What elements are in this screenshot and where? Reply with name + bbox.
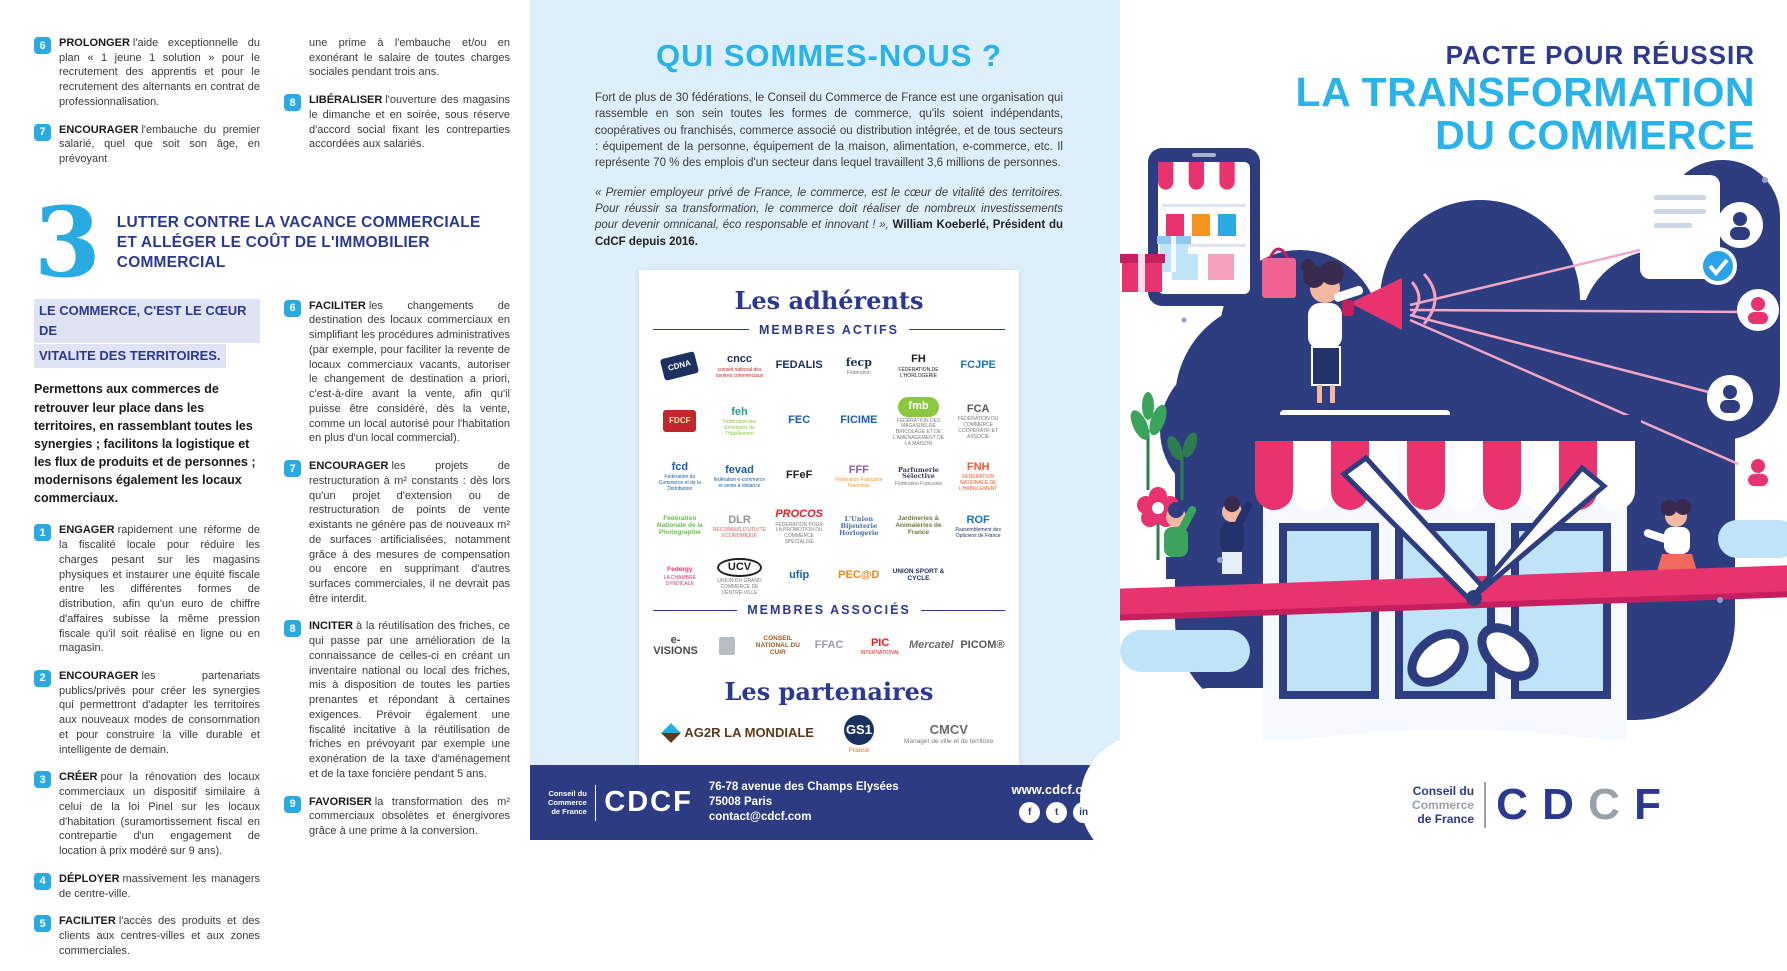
avatar-bubble — [1737, 289, 1779, 331]
cdcf-footer-logo — [548, 785, 693, 821]
membres-associes-divider — [653, 603, 1005, 617]
avatar-bubble — [1707, 375, 1753, 421]
membres-actifs-divider — [653, 323, 1005, 337]
section-title-line1: LUTTER CONTRE LA VACANCE COMMERCIALE — [116, 214, 481, 232]
cover-panel — [1120, 0, 1787, 840]
pact-item — [34, 669, 260, 757]
section-title — [117, 213, 510, 273]
member-logo — [653, 397, 707, 447]
active-members-logos — [653, 347, 1005, 597]
inside-left-panel — [0, 0, 530, 957]
pact-item-text: INCITER à la réutilisation des friches, ce qui passe par une amélioration de la connaissance de celles-ci en créant un inventaire national ou local des friches, mis à disposition de toutes les parties prenantes et répondant à certaines exigences. Prévoir également une fiscalité incitative à la réutilisation de friches en prévoyant par exemple une exonération de la taxe d'aménagement et de la taxe foncière pendant 5 ans. — [309, 620, 510, 780]
pact-item-text: CRÉER pour la rénovation des locaux commerciaux un dispositif similaire à celui de la loi Pinel sur les locaux d'habitation (suramortissement fiscal en contrepartie d'un engagement de location à prix modéré sur 9 ans). — [59, 771, 260, 858]
member-logo — [713, 347, 767, 387]
member-logo-label: PICOM® — [960, 639, 1005, 652]
top-items-col2 — [284, 36, 510, 180]
pact-item-text: FAVORISER la transformation des m² commerciaux obsolètes et énergivores grâce à une prime à la conversion. — [309, 795, 510, 837]
item-number-badge: 8 — [284, 620, 301, 637]
footer-right-block — [1011, 782, 1102, 823]
highlight-statement — [34, 299, 260, 369]
page-title: QUI SOMMES-NOUS ? — [656, 38, 1002, 73]
member-logo-label: FCA — [966, 402, 990, 415]
membres-associes-label: MEMBRES ASSOCIÉS — [747, 603, 911, 618]
cover-title-line3: DU COMMERCE — [1435, 112, 1755, 159]
member-logo-subtext: FÉDÉRATION DE L'HORLOGERIE — [898, 366, 939, 379]
top-items-col2-list — [284, 93, 510, 152]
pact-item — [34, 914, 260, 958]
address-line2: 75008 Paris — [708, 796, 773, 809]
member-logo-label: DLR — [728, 513, 751, 526]
pact-item — [284, 619, 510, 781]
member-logo-label: feh — [731, 405, 748, 418]
pact-item — [34, 770, 260, 858]
social-glyph: in — [1079, 807, 1089, 818]
mini-awning — [1158, 162, 1235, 190]
member-logo-subtext: RECONNUS D'UTILITÉ ÉCONOMIQUE — [712, 527, 767, 540]
top-items-col1 — [34, 36, 260, 180]
member-logo-label: Mercatel — [908, 639, 954, 652]
cover-title-line1: PACTE POUR RÉUSSIR — [1445, 40, 1755, 70]
partners-logos — [653, 714, 1005, 754]
member-logo — [951, 397, 1005, 447]
member-logo-label: FCJPE — [960, 359, 996, 372]
section-3-col-right — [284, 299, 510, 971]
president-quote — [595, 185, 1063, 250]
section-number: 3 — [34, 185, 101, 299]
pact-item-text: ENCOURAGER les partenariats publics/privés pour créer les synergies qui permettront d'adapter les territoires aux nouveaux modes de consommation et pour construire la ville durable et intelligente de demain. — [59, 669, 260, 756]
pact-item — [284, 459, 510, 606]
member-logo — [832, 457, 886, 497]
pact-item-text: PROLONGER l'aide exceptionnelle du plan « 1 jeune 1 solution » pour le recrutement des apprentis et pour le recrutement des alternants en contrat de professionnalisation. — [59, 37, 260, 108]
member-logo-subtext: conseil national des centres commerciaux — [715, 366, 764, 379]
highlight-line1: LE COMMERCE, C'EST LE CŒUR DE — [34, 299, 260, 343]
member-logo-subtext: LA CHAMBRE SYNDICALE — [663, 574, 696, 587]
member-logo — [653, 627, 698, 667]
pact-item-text: FACILITER les changements de destination des locaux commerciaux en simplifiant les procédures administratives (par exemple, pour faciliter la revente de locaux commerciaux vacants, autoriser le changement de destination a priori, c'est-à-dire avant la vente, afin qu'il puisse être considéré, dès la vente, comme un local autorisé pour l'habitation en plus d'un local commercial). — [309, 299, 510, 445]
twitter-icon[interactable] — [1046, 802, 1067, 823]
member-logo-label: L'Union Bijouterie Horlogerie — [839, 515, 879, 537]
member-logo — [951, 347, 1005, 387]
logo-letter: F — [1634, 780, 1662, 829]
contact-email[interactable]: contact@cdcf.com — [708, 810, 812, 823]
member-logo — [892, 557, 946, 597]
pact-item — [34, 123, 260, 167]
member-logo-label: Parfumerie Sélective — [898, 465, 939, 481]
member-logo-subtext: INTERNATIONAL — [860, 650, 900, 657]
item-number-badge: 9 — [284, 796, 301, 813]
member-logo-label: Jardineries & Animaleries de France — [895, 515, 942, 536]
pact-item — [284, 299, 510, 446]
member-logo — [909, 627, 954, 667]
cdcf-footer-logo-text: Conseil du Commerce de France — [548, 789, 587, 816]
member-logo — [713, 557, 767, 597]
item-number-badge: 4 — [34, 873, 51, 890]
member-logo-label: UNION SPORT & CYCLE — [892, 568, 945, 583]
item-7-continuation: une prime à l'embauche et/ou en exonérant le salaire de toutes charges sociales pendant trois ans. — [309, 37, 510, 79]
member-logo-label: FFeF — [786, 469, 813, 482]
pact-item-text: FACILITER l'accès des produits et des clients aux centres-villes et aux zones commerciales. — [59, 915, 260, 957]
member-logo — [904, 714, 994, 754]
member-logo — [772, 457, 826, 497]
member-logo-label: GS1 — [844, 715, 874, 745]
member-logo — [960, 627, 1005, 667]
item-number-badge: 7 — [34, 124, 51, 141]
member-logo-subtext: Fédération du Commerce et de la Distribution — [658, 474, 701, 492]
address-line1: 76-78 avenue des Champs Elysées — [708, 781, 899, 794]
storefront-sign — [1249, 415, 1641, 441]
cover-title-line2: LA TRANSFORMATION — [1295, 69, 1755, 115]
social-glyph: t — [1055, 807, 1059, 818]
item-number-badge: 5 — [34, 915, 51, 932]
member-logo-subtext: FÉDÉRATION DU COMMERCE COOPÉRATIF ET ASSOCIÉ — [957, 416, 999, 440]
member-logo — [755, 627, 800, 667]
pact-item-text: ENCOURAGER l'embauche du premier salarié, quel que soit son âge, en prévoyant — [59, 123, 260, 166]
member-logo — [832, 507, 886, 547]
about-paragraph: Fort de plus de 30 fédérations, le Conseil du Commerce de France est une organisation qui rassemble en son sein toutes les formes de commerce, qu'ils soient indépendants, coopératives ou franchisés, commerce associé ou distribution intégrée, et de tous secteurs : équipement de la personne, équipement de la maison, alimentation, e-commerce, etc. Il représente 70 % des emplois d'un secteur dans lequel travaillent 3,6 millions de personnes. — [595, 92, 1063, 170]
social-icons — [1011, 802, 1102, 823]
member-logo-subtext: France — [848, 746, 870, 754]
member-logo-subtext: fédération e-commerce et vente à distance — [713, 477, 766, 490]
member-logo — [858, 627, 903, 667]
member-logo — [772, 507, 826, 547]
member-logo-subtext: Manager de ville et de territoire — [903, 738, 994, 746]
section-3-body — [34, 299, 510, 971]
member-logo — [653, 347, 707, 387]
website-link[interactable]: www.cdcf.com — [1011, 782, 1102, 797]
member-logo-label: CONSEIL NATIONAL DU CUIR — [755, 635, 800, 656]
contact-address — [709, 780, 899, 825]
member-logo — [892, 347, 946, 387]
items-6-9 — [284, 299, 510, 839]
pact-item — [34, 872, 260, 901]
member-logo-subtext: FÉDÉRATION POUR LA PROMOTION DU COMMERCE SPÉCIALISÉ — [775, 521, 824, 545]
section-intro: Permettons aux commerces de retrouver leur place dans les territoires, en rassemblant toutes les synergies ; facilitons la logistique et les flux de produits et de personnes ; modernisons également les locaux commerciaux. — [34, 382, 256, 506]
member-logo — [832, 397, 886, 447]
member-logo — [713, 457, 767, 497]
member-logo — [704, 627, 749, 667]
member-logo — [844, 714, 874, 754]
member-logo — [772, 557, 826, 597]
member-logo-label: AG2R LA MONDIALE — [664, 726, 814, 740]
quote-text: « Premier employeur privé de France, le commerce, est le cœur de vitalité des territoires. Pour réussir sa transformation, le commerce doit réaliser de nombreux investissements pour devenir omnicanal, éco responsable et innovant ! », — [595, 186, 1063, 232]
member-logo — [832, 347, 886, 387]
footer — [530, 765, 1120, 840]
section-3-header — [34, 185, 510, 299]
section-3-col-left — [34, 299, 260, 971]
pact-item-text: ENCOURAGER les projets de restructuration à m² constants : dès lors qu'un projet d'extension ou de restructuration de points de vente existants ne génère pas de nouveaux m² de surfaces artificialisées, notamment grâce à des mesures de compensation ou encore en supprimant d'autres surfaces commerciales, il ne devrait pas être interdit. — [309, 460, 510, 605]
member-logo — [806, 627, 851, 667]
quote-author: William Koeberlé, Président du CdCF depuis 2016. — [595, 219, 1064, 248]
pact-item — [284, 795, 510, 839]
member-logo — [951, 507, 1005, 547]
member-logo — [951, 457, 1005, 497]
pact-item-text: ENGAGER rapidement une réforme de la fiscalité locale pour réduire les charges pesant sur les magasins physiques et instaurer une équité fiscale entre les différentes formes de distribution, afin qu'un euro de chiffre d'affaires subisse la même pression fiscale qu'il soit réalisé en ligne ou en magasin. — [59, 524, 260, 655]
logo-letter: D — [1542, 780, 1575, 829]
cdcf-cover-logo-text: Conseil du Commerce de France — [1412, 783, 1475, 827]
avatar-bubble — [1737, 451, 1779, 493]
section-title-line2: ET ALLÉGER LE COÛT DE L'IMMOBILIER COMMERCIAL — [116, 234, 430, 272]
pact-item-text: DÉPLOYER massivement les managers de centre-ville. — [59, 872, 260, 900]
item-number-badge: 3 — [34, 771, 51, 788]
member-logo-label: FFF — [848, 463, 869, 476]
member-logo-label: FFAC — [814, 639, 844, 652]
member-logo-subtext: Fédération Française — [894, 481, 943, 488]
member-logo — [653, 457, 707, 497]
member-logo-label: cncc — [726, 353, 753, 366]
member-logo-label: FDCF — [663, 410, 696, 432]
member-logo — [832, 557, 886, 597]
partners-title: Les partenaires — [724, 677, 934, 707]
member-logo-subtext: FÉDÉRATION DES MAGASINS DE BRICOLAGE ET DE L'AMÉNAGEMENT DE LA MAISON — [892, 417, 945, 447]
member-logo-label: fcd — [671, 460, 689, 473]
cover-title-block — [1296, 40, 1755, 157]
member-logo-label: fecp — [845, 356, 872, 370]
member-logo-label: CMCV — [929, 721, 968, 737]
linkedin-icon[interactable] — [1073, 802, 1094, 823]
member-logo-label: PROCOS — [775, 507, 823, 520]
item-number-badge: 8 — [284, 94, 301, 111]
member-logo-label: fevad — [725, 463, 754, 476]
logo-letter: C — [1588, 780, 1621, 829]
pact-item — [34, 36, 260, 110]
member-logo-label: UCV — [717, 558, 762, 578]
member-logo — [653, 557, 707, 597]
pact-item — [284, 93, 510, 152]
adherents-title: Les adhérents — [734, 285, 924, 315]
member-logo-label: FEC — [788, 414, 811, 427]
member-logo-subtext: Rassemblement des Opticiens de France — [955, 527, 1001, 540]
member-logo-subtext: FÉDÉRATION NATIONALE DE L'HABILLEMENT — [958, 474, 998, 492]
member-logo-subtext: UNION DU GRAND COMMERCE DE CENTRE-VILLE — [717, 578, 762, 596]
member-logo-label: FEDALIS — [775, 359, 823, 372]
logo-letter: C — [1496, 780, 1529, 829]
pact-item — [34, 523, 260, 656]
item-number-badge: 2 — [34, 670, 51, 687]
member-logo-label: PIC — [870, 636, 890, 649]
member-logo-label: PEC@D — [838, 569, 880, 582]
member-logo — [713, 507, 767, 547]
members-card — [639, 270, 1019, 766]
associate-members-logos — [653, 627, 1005, 667]
member-logo — [664, 714, 814, 754]
membres-actifs-label: MEMBRES ACTIFS — [758, 322, 900, 337]
items-1-5 — [34, 523, 260, 958]
member-logo-label: FNH — [966, 460, 990, 473]
member-logo-label: Fédération Nationale de la Photographie — [656, 515, 703, 536]
member-logo — [772, 397, 826, 447]
item-number-badge: 1 — [34, 524, 51, 541]
avatar-bubble — [1717, 202, 1763, 248]
logo-divider-bar — [595, 785, 597, 821]
facebook-icon[interactable] — [1019, 802, 1040, 823]
member-logo-label: fmb — [898, 397, 938, 417]
member-logo-label: FICIME — [840, 414, 878, 427]
member-logo — [892, 457, 946, 497]
member-logo — [892, 397, 946, 447]
member-logo-label: e-VISIONS — [653, 633, 698, 658]
logo-divider-bar — [1484, 782, 1486, 828]
member-logo-subtext: Fédération — [846, 369, 871, 376]
highlight-line2: VITALITE DES TERRITOIRES. — [34, 344, 226, 368]
top-items-section — [34, 36, 510, 180]
member-logo-subtext: Fédération Française Franchise — [835, 477, 883, 490]
member-logo-label: Federgy — [667, 566, 693, 574]
inside-middle-panel — [530, 0, 1120, 840]
member-logo-label — [719, 637, 735, 655]
cdcf-acronym-letters — [1496, 780, 1662, 830]
item-number-badge: 6 — [34, 37, 51, 54]
cdcf-acronym: CDCF — [604, 786, 693, 818]
member-logo-label: ROF — [966, 513, 990, 526]
social-glyph: f — [1028, 807, 1032, 818]
member-logo-label: CDNA — [660, 351, 699, 381]
item-number-badge: 6 — [284, 300, 301, 317]
member-logo-label: ufip — [789, 569, 810, 582]
member-logo — [653, 507, 707, 547]
member-logo — [772, 347, 826, 387]
pact-item-text: LIBÉRALISER l'ouverture des magasins le dimanche et en soirée, sous réserve d'accord social fixant les contreparties accordées aux salariés. — [309, 94, 510, 151]
member-logo — [892, 507, 946, 547]
member-logo-subtext: Fédération des Enseignes de l'Habillement — [722, 419, 757, 437]
item-number-badge: 7 — [284, 460, 301, 477]
member-logo — [713, 397, 767, 447]
member-logo-label: FH — [911, 353, 926, 366]
cdcf-cover-logo — [1412, 780, 1662, 830]
mobile-shop-icon — [1148, 148, 1260, 306]
